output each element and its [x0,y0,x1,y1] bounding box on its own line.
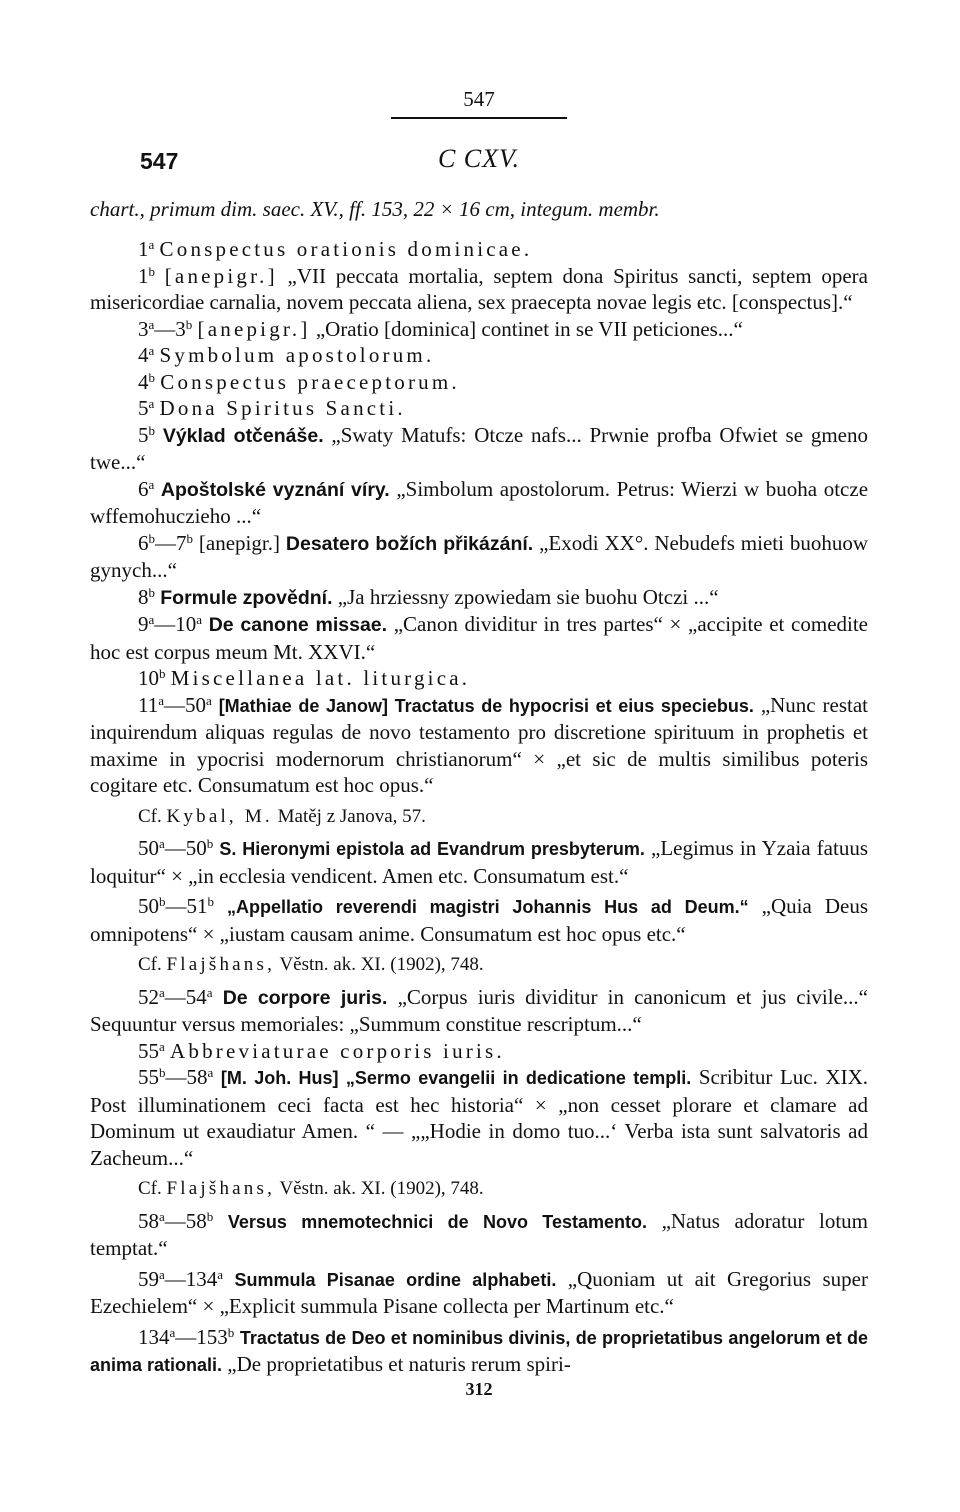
contents-list [90,236,868,1379]
entry-number: 547 [140,148,179,174]
bibliographic-reference: Cf. Flajšhans, Věstn. ak. XI. (1902), 748. [138,954,484,975]
contents-entry: 52$^a$—54$^a$ De corpore juris. „Corpus iuris dividitur in canonicum et jus civile...“ Sequuntur versus memoriales: „Summum constitue rescriptum...“ [90,984,868,1036]
contents-entry: 5$^a$ Dona Spiritus Sancti. [138,396,406,420]
contents-entry: 1$^a$ Conspectus orationis dominicae. [138,237,533,261]
bibliographic-reference: Cf. Kybal, M. Matěj z Janova, 57. [138,805,426,827]
contents-entry: 6$^a$ Apoštolské vyznání víry. „Simbolum apostolorum. Petrus: Wierzi w buoha otcze wffemohuczieho ...“ [90,476,869,528]
manuscript-signature: C CXV. [437,144,521,173]
running-page-number: 547 [463,87,495,111]
contents-entry: 50$^a$—50$^b$ S. Hieronymi epistola ad Evandrum presbyterum. „Legimus in Yzaia fatuus loquitur“ × „in ecclesia vendicent. Amen etc. Consumatum est.“ [90,836,868,888]
contents-entry: 6$^b$—7$^b$ [anepigr.] Desatero božích přikázání. „Exodi XX°. Nebudefs mieti buohuow gynych...“ [90,530,869,582]
contents-entry: 8$^b$ Formule zpovědní. „Ja hrziessny zpowiedam sie buohu Otczi ...“ [138,584,719,609]
page-number: 312 [465,1379,493,1399]
contents-entry: 134$^a$—153$^b$ Tractatus de Deo et nominibus divinis, de proprietatibus angelorum et de anima rationali. „De proprietatibus et naturis rerum spiri- [90,1324,869,1376]
contents-entry: 9$^a$—10$^a$ De canone missae. „Canon dividitur in tres partes“ × „accipite et comedite hoc est corpus meum Mt. XXVI.“ [90,612,869,664]
physical-description: chart., primum dim. saec. XV., ff. 153, 22 × 16 cm, integum. membr. [90,197,660,221]
header-rule [391,117,567,119]
entry-heading [90,144,868,180]
contents-entry: 58$^a$—58$^b$ Versus mnemotechnici de Novo Testamento. „Natus adoratur lotum temptat.“ [90,1208,869,1260]
contents-entry: 4$^b$ Conspectus praeceptorum. [138,369,460,394]
bibliographic-reference: Cf. Flajšhans, Věstn. ak. XI. (1902), 748. [138,1178,484,1199]
contents-entry: 3$^a$—3$^b$ [anepigr.] „Oratio [dominica] continet in se VII peticiones...“ [138,316,743,341]
contents-entry: 55$^a$ Abbreviaturae corporis iuris. [138,1038,505,1063]
contents-entry: 50$^b$—51$^b$ „Appellatio reverendi magistri Johannis Hus ad Deum.“ „Quia Deus omnipotens“ × „iustam causam anime. Consumatum est hoc opus etc.“ [90,894,868,946]
contents-entry: 5$^b$ Výklad otčenáše. „Swaty Matufs: Otcze nafs... Prwnie profba Ofwiet se gmeno twe...“ [90,422,868,474]
contents-entry: 10$^b$ Miscellanea lat. liturgica. [138,666,471,690]
contents-entry: 55$^b$—58$^a$ [M. Joh. Hus] „Sermo evangelii in dedicatione templi. Scribitur Luc. XIX. Post illuminationem ceci facta est hec historia“ × „non cesset plorare et clamare ad Dominum ut exaudiatur Amen. “ — „„Hodie in domo tuo...‘ Verba ista sunt salvatoris ad Zacheum...“ [90,1065,869,1170]
contents-entry: 11$^a$—50$^a$ [Mathiae de Janow] Tractatus de hypocrisi et eius speciebus. „Nunc restat inquirendum aliquas regulas de novo testamento pro discretione spirituum in prophetis et maxime in ypocrisi modernorum christianorum“ × „et sic de multis similibus poteris cogitare etc. Consumatum est hoc opus.“ [90,692,868,797]
contents-entry: 1$^b$ [anepigr.] „VII peccata mortalia, septem dona Spiritus sancti, septem opera misericordiae carnalia, novem peccata aliena, sex praecepta novae legis etc. [conspectus].“ [90,263,868,314]
contents-entry: 4$^a$ Symbolum apostolorum. [138,343,435,367]
contents-entry: 59$^a$—134$^a$ Summula Pisanae ordine alphabeti. „Quoniam ut ait Gregorius super Ezechielem“ × „Explicit summula Pisane collecta per Martinum etc.“ [90,1266,868,1318]
